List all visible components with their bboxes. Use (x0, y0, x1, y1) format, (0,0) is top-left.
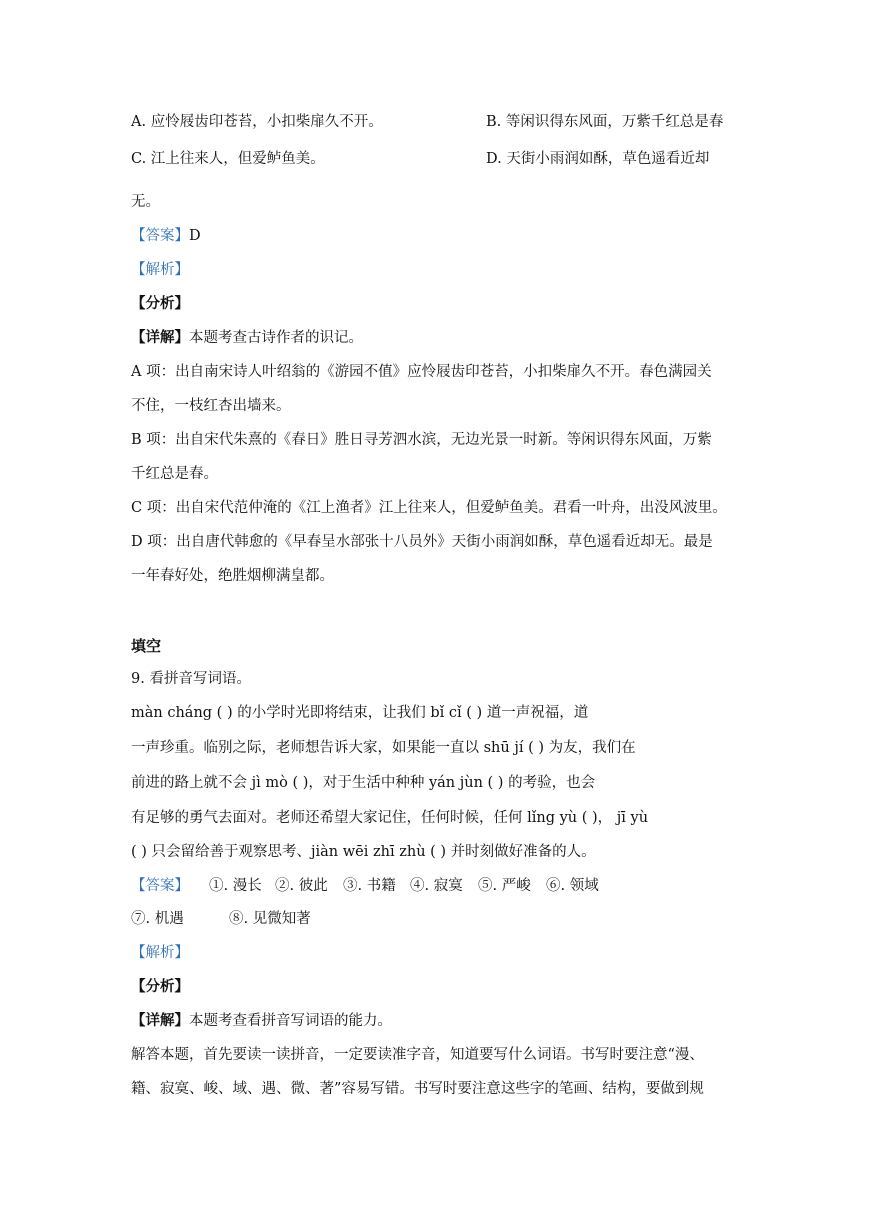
detail-label: 【详解】 (131, 330, 189, 346)
q8-analysis-label: 【解析】 (131, 262, 189, 278)
q9-answer-cont (131, 909, 311, 929)
answer-item: ⑤. 严峻 (478, 878, 531, 894)
answer-value: D (189, 228, 201, 244)
q9-passage-line: ( ) 只会留给善于观察思考、jiàn wēi zhī zhù ( ) 并时刻做好准备的人。 (131, 844, 596, 860)
answer-item: ④. 寂寞 (410, 878, 463, 894)
q9-detail (131, 1011, 392, 1031)
q8-explanation-line: 不住，一枝红杏出墙来。 (131, 398, 291, 414)
q8-explanation-line: 千红总是春。 (131, 466, 218, 482)
detail-text: 本题考查看拼音写词语的能力。 (189, 1013, 392, 1029)
q9-passage-line: 一声珍重。临别之际，老师想告诉大家，如果能一直以 shū jí ( ) 为友，我们在 (131, 740, 636, 756)
detail-label: 【详解】 (131, 1013, 189, 1029)
q9-fenxi-label: 【分析】 (131, 979, 189, 995)
q8-answer (131, 226, 201, 246)
answer-item: ⑧. 见微知著 (229, 911, 311, 927)
answer-item: ①. 漫长 (209, 878, 262, 894)
q9-explanation-line: 解答本题，首先要读一读拼音，一定要读准字音，知道要写什么词语。书写时要注意“漫、 (131, 1047, 704, 1063)
section-title: 填空 (131, 637, 162, 655)
q8-explanation-line: 一年春好处，绝胜烟柳满皇都。 (131, 568, 334, 584)
option-b: B. 等闲识得东风面，万紫千红总是春 (486, 114, 724, 130)
answer-label: 【答案】 (131, 228, 189, 244)
q8-explanation-line: C 项：出自宋代范仲淹的《江上渔者》江上往来人，但爱鲈鱼美。君看一叶舟，出没风波里。 (131, 500, 727, 516)
q9-passage-line: màn cháng ( ) 的小学时光即将结束，让我们 bǐ cǐ ( ) 道一声祝福，道 (131, 705, 589, 721)
q9-answer (131, 876, 599, 896)
q8-explanation-line: A 项：出自南宋诗人叶绍翁的《游园不值》应怜屐齿印苍苔，小扣柴扉久不开。春色满园关 (131, 364, 712, 380)
q8-explanation-line: B 项：出自宋代朱熹的《春日》胜日寻芳泗水滨，无边光景一时新。等闲识得东风面，万紫 (131, 432, 712, 448)
option-a: A. 应怜屐齿印苍苔，小扣柴扉久不开。 (131, 114, 383, 130)
q8-detail (131, 328, 363, 348)
q8-fenxi-label: 【分析】 (131, 296, 189, 312)
option-d: D. 天街小雨润如酥，草色遥看近却 (486, 151, 710, 167)
q9-passage-line: 有足够的勇气去面对。老师还希望大家记住，任何时候，任何 lǐng yù ( )， jī yù (131, 810, 649, 826)
option-c: C. 江上往来人，但爱鲈鱼美。 (131, 151, 325, 167)
answer-item: ③. 书籍 (343, 878, 396, 894)
detail-text: 本题考查古诗作者的识记。 (189, 330, 363, 346)
q9-passage-line: 前进的路上就不会 jì mò ( )，对于生活中种种 yán jùn ( ) 的考验，也会 (131, 775, 596, 791)
q9-explanation-line: 籍、寂寞、峻、域、遇、微、著”容易写错。书写时要注意这些字的笔画、结构，要做到规 (131, 1081, 704, 1097)
q9-title: 9. 看拼音写词语。 (131, 671, 251, 687)
answer-label: 【答案】 (131, 878, 189, 894)
answer-item: ⑦. 机遇 (131, 911, 184, 927)
q8-explanation-line: D 项：出自唐代韩愈的《早春呈水部张十八员外》天街小雨润如酥，草色遥看近却无。最是 (131, 534, 713, 550)
q9-analysis-label: 【解析】 (131, 945, 189, 961)
answer-item: ②. 彼此 (275, 878, 328, 894)
answer-item: ⑥. 领域 (546, 878, 599, 894)
option-d-continuation: 无。 (131, 194, 160, 210)
